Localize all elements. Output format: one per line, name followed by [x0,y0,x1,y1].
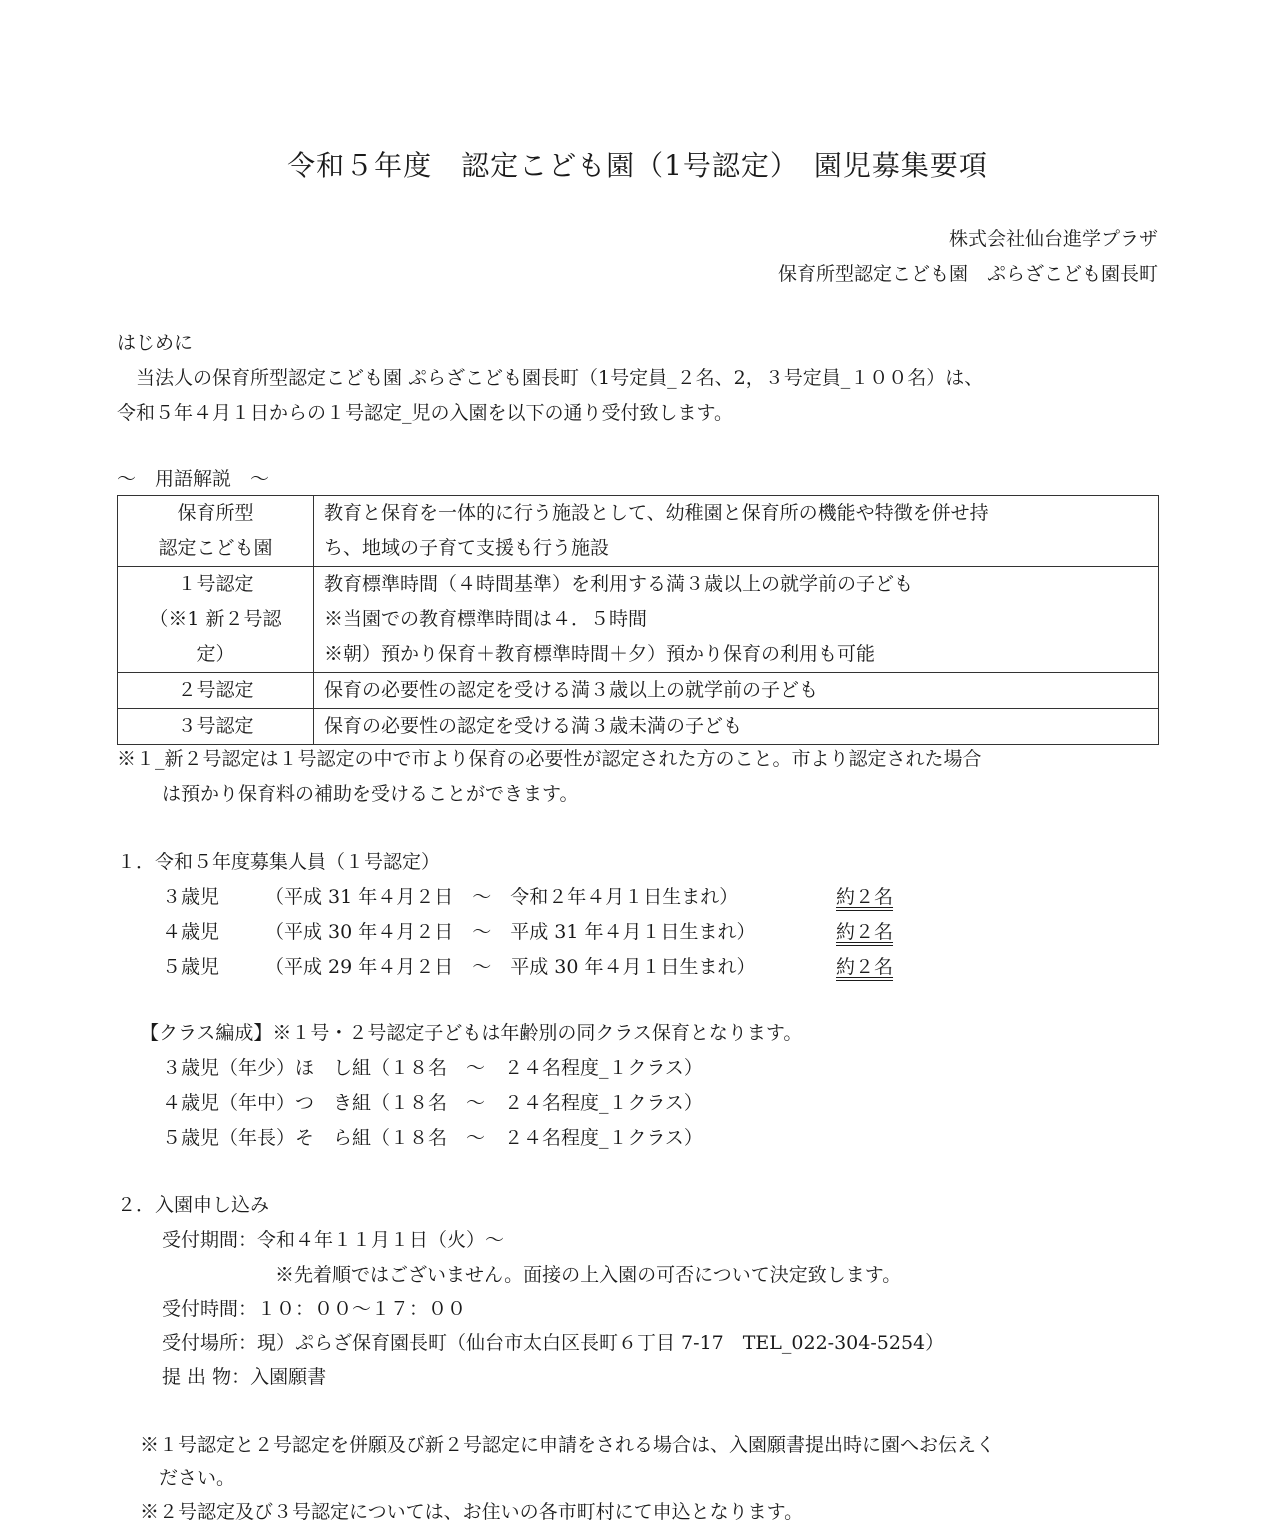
glossary-note-line-1: ※１_新２号認定は１号認定の中で市より保育の必要性が認定された方のこと。市より認定された場合 [117,748,982,770]
period-label: 受付期間： [162,1229,258,1251]
intro-line-2: 令和５年４月１日からの１号認定_児の入園を以下の通り受付致します。 [117,402,733,424]
glossary-description: 保育の必要性の認定を受ける満３歳以上の就学前の子ども [314,673,1159,709]
place-value: 現）ぷらざ保育園長町（仙台市太白区長町６丁目 7-17 TEL_022-304-5254） [257,1332,945,1354]
recruit-range: （平成 30 年４月２日 ～ 平成 31 年４月１日生まれ） [265,921,756,943]
hours-label: 受付時間： [162,1298,258,1320]
glossary-row [118,709,1159,745]
company-name: 株式会社仙台進学プラザ [948,228,1158,250]
application-note: ※１号認定と２号認定を併願及び新２号認定に申請をされる場合は、入園願書提出時に園へお伝えく [140,1434,996,1456]
application-hours [162,1300,466,1319]
section2-heading: ２．入園申し込み [117,1194,270,1216]
application-note: ※２号認定及び３号認定については、お住いの各市町村にて申込となります。 [140,1501,804,1523]
intro-heading: はじめに [117,332,194,354]
period-note: ※先着順ではございません。面接の上入園の可否について決定致します。 [275,1264,902,1286]
glossary-description: 教育と保育を一体的に行う施設として、幼稚園と保育所の機能や特徴を併せ持 ち、地域の子育て支援も行う施設 [314,496,1159,567]
glossary-term: ２号認定 [118,673,314,709]
recruit-range: （平成 31 年４月２日 ～ 令和２年４月１日生まれ） [265,886,739,908]
period-value: 令和４年１１月１日（火）～ [257,1229,505,1251]
glossary-term: １号認定 （※1 新２号認 定） [118,567,314,673]
recruit-age: ５歳児 [162,956,220,978]
glossary-term: ３号認定 [118,709,314,745]
glossary-term: 保育所型 認定こども園 [118,496,314,567]
glossary-description: 保育の必要性の認定を受ける満３歳未満の子ども [314,709,1159,745]
application-note: ださい。 [140,1467,236,1489]
recruit-count: 約２名 [836,886,894,908]
section1-heading: １．令和５年度募集人員（１号認定） [117,851,441,873]
class-item: ３歳児（年少）ほ し組（１８名 ～ ２４名程度_１クラス） [162,1057,703,1079]
application-place [162,1334,944,1353]
document-title: 令和５年度 認定こども園（1号認定） 園児募集要項 [287,149,988,182]
glossary-row [118,673,1159,709]
glossary-description: 教育標準時間（４時間基準）を利用する満３歳以上の就学前の子ども ※当園での教育標準時間は４．５時間 ※朝）預かり保育＋教育標準時間＋夕）預かり保育の利用も可能 [314,567,1159,673]
glossary-note-line-2: は預かり保育料の補助を受けることができます。 [162,783,579,805]
recruit-count: 約２名 [836,956,894,978]
submit-value: 入園願書 [250,1366,327,1388]
recruit-age: ４歳児 [162,921,220,943]
recruit-range: （平成 29 年４月２日 ～ 平成 30 年４月１日生まれ） [265,956,756,978]
class-item: ４歳児（年中）つ き組（１８名 ～ ２４名程度_１クラス） [162,1092,703,1114]
glossary-heading: ～ 用語解説 ～ [117,468,270,490]
place-label: 受付場所： [162,1332,258,1354]
facility-name: 保育所型認定こども園 ぷらざこども園長町 [777,263,1158,285]
recruit-count: 約２名 [836,921,894,943]
application-period [162,1231,504,1250]
glossary-row [118,567,1159,673]
class-heading: 【クラス編成】※１号・２号認定子どもは年齢別の同クラス保育となります。 [140,1022,803,1044]
hours-value: １０：００～１７：００ [257,1298,467,1320]
recruit-age: ３歳児 [162,886,220,908]
intro-line-1: 当法人の保育所型認定こども園 ぷらざこども園長町（1号定員_２名、2，３号定員_１００名）は、 [117,367,984,389]
submit-label: 提 出 物： [162,1366,251,1388]
glossary-row [118,496,1159,567]
submission-items [162,1368,326,1387]
class-item: ５歳児（年長）そ ら組（１８名 ～ ２４名程度_１クラス） [162,1127,703,1149]
glossary-table [117,495,1159,745]
